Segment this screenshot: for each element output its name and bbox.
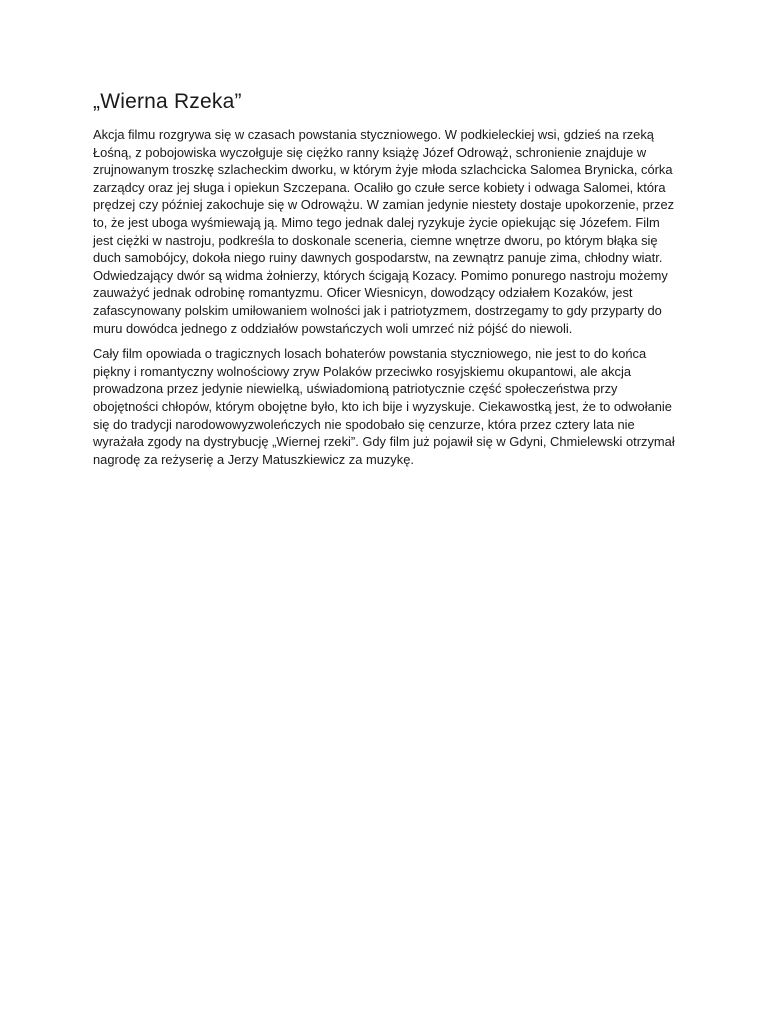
document-title: „Wierna Rzeka”: [93, 90, 242, 113]
document-paragraph-2: Cały film opowiada o tragicznych losach bohaterów powstania styczniowego, nie jest to do końca piękny i romantyczny wolnościowy zryw Polaków przeciwko rosyjskiemu okupantowi, ale akcja prowadzona przez jedynie niewielką, uświadomioną patriotycznie część społeczeństwa przy obojętności chłopów, którym obojętne było, kto ich bije i wyzyskuje. Ciekawostką jest, że to odwołanie się do tradycji narodowowyzwoleńczych nie spodobało się cenzurze, która przez cztery lata nie wyrażała zgody na dystrybucję „Wiernej rzeki”. Gdy film już pojawił się w Gdyni, Chmielewski otrzymał nagrodę za reżyserię a Jerzy Matuszkiewicz za muzykę.: [93, 346, 675, 467]
document-paragraph-1: Akcja filmu rozgrywa się w czasach powstania styczniowego. W podkieleckiej wsi, gdzieś na rzeką Łośną, z pobojowiska wyczołguje się ciężko ranny książę Józef Odrowąż, schronienie znajduje w zrujnowanym troszkę szlacheckim dworku, w którym żyje młoda szlachcicka Salomea Brynicka, córka zarządcy oraz jej sługa i opiekun Szczepana. Ocaliło go czułe serce kobiety i odwaga Salomei, która prędzej czy później zakochuje się w Odrowążu. W zamian jedynie niestety dostaje upokorzenie, przez to, że jest uboga wyśmiewają ją. Mimo tego jednak dalej ryzykuje życie opiekując się Józefem. Film jest ciężki w nastroju, podkreśla to doskonale sceneria, ciemne wnętrze dworu, po którym błąka się duch samobójcy, dokoła niego ruiny dawnych gospodarstw, na zewnątrz panuje zima, chłodny wiatr. Odwiedzający dwór są widma żołnierzy, których ścigają Kozacy. Pomimo ponurego nastroju możemy zauważyć jednak odrobinę romantyzmu. Oficer Wiesnicyn, dowodzący odziałem Kozaków, jest zafascynowany polskim umiłowaniem wolności jak i patriotyzmem, dostrzegamy to gdy przyparty do muru dowódca jednego z oddziałów powstańczych woli umrzeć niż pójść do niewoli.: [93, 127, 675, 336]
